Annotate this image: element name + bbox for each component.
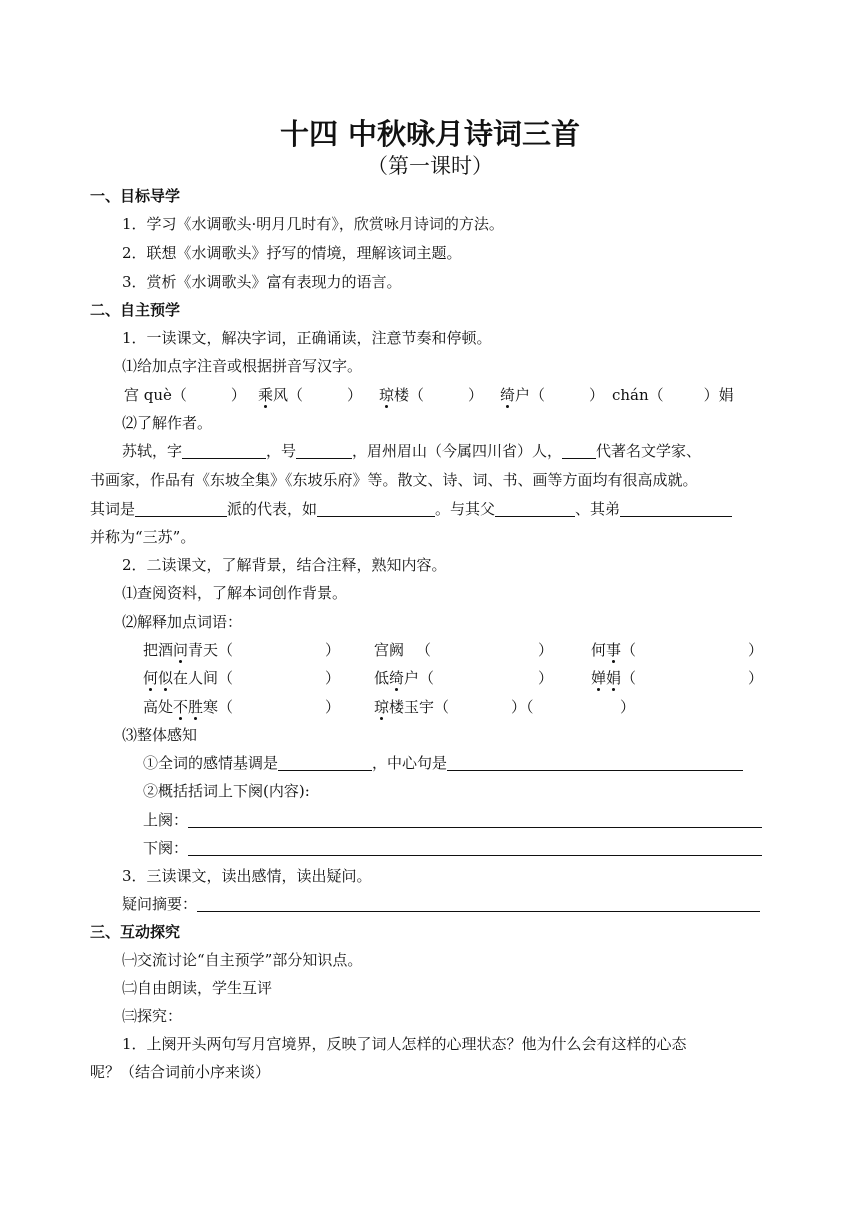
lower-stanza-line: 下阕： — [143, 838, 762, 858]
fill-blank[interactable] — [296, 443, 352, 459]
author-line: 其词是 派的代表，如 。与其父 、其弟 — [90, 499, 732, 519]
fill-blank[interactable] — [188, 812, 762, 828]
page-title: 十四 中秋咏月诗词三首 — [279, 117, 581, 151]
vocab-close-paren: ） — [325, 698, 341, 716]
step-text: 2．二读课文，了解背景，结合注释，熟知内容。 — [122, 556, 447, 574]
upper-stanza-line: 上阕： — [143, 810, 762, 830]
vocab-close-paren: ） — [325, 669, 341, 687]
fill-blank[interactable] — [447, 755, 743, 771]
page-subtitle: （第一课时） — [367, 154, 493, 178]
fill-blank[interactable] — [135, 501, 227, 517]
vocab-item: 何事（ — [591, 641, 637, 659]
vocab-close-paren: ） — [538, 669, 554, 687]
step-text: 1．一读课文，解决字词，正确诵读，注意节奏和停顿。 — [122, 329, 492, 347]
author-line: 书画家，作品有《东坡全集》《东坡乐府》等。散文、诗、词、书、画等方面均有很高成就。 — [90, 471, 698, 489]
section-heading-goals: 一、目标导学 — [90, 187, 181, 205]
explore-item: ㈢探究： — [122, 1007, 183, 1025]
fill-blank[interactable] — [188, 840, 762, 856]
summary-prompt: ②概括括词上下阕(内容): — [143, 782, 310, 800]
vocab-item: 婵娟（ — [591, 669, 637, 687]
fill-blank[interactable] — [182, 443, 266, 459]
pinyin-item: 绮户（ ） — [500, 386, 605, 404]
vocab-item: 琼楼玉宇（ ）（ — [374, 698, 534, 716]
section-heading-explore: 三、互动探究 — [90, 923, 181, 941]
fill-blank[interactable] — [495, 501, 575, 517]
fill-blank[interactable] — [562, 443, 596, 459]
vocab-item: 把酒问青天（ — [143, 641, 234, 659]
vocab-item: 何似在人间（ — [143, 669, 234, 687]
vocab-close-paren: ） — [748, 669, 764, 687]
pinyin-item: 宫 què（ ） — [124, 386, 246, 404]
feeling-line: ①全词的感情基调是 ，中心句是 — [143, 753, 743, 773]
fill-blank[interactable] — [620, 501, 732, 517]
step-text: 3．三读课文，读出感情，读出疑问。 — [122, 867, 372, 885]
goal-item: 1．学习《水调歌头·明月几时有》，欣赏咏月诗词的方法。 — [122, 215, 504, 233]
pinyin-item: chán（ ）娟 — [612, 386, 734, 404]
vocab-close-paren: ） — [620, 698, 636, 716]
goal-item: 3．赏析《水调歌头》富有表现力的语言。 — [122, 273, 402, 291]
vocab-item: 高处不胜寒（ — [143, 698, 234, 716]
pinyin-item: 琼楼（ ） — [379, 386, 484, 404]
author-line: 苏轼，字 ，号 ，眉州眉山（今属四川省）人， 代著名文学家、 — [122, 442, 702, 460]
questions-line: 疑问摘要： — [122, 894, 760, 914]
section-heading-preview: 二、自主预学 — [90, 301, 181, 319]
explore-item: ㈠交流讨论“自主预学”部分知识点。 — [122, 951, 363, 969]
explore-item: ㈡自由朗读，学生互评 — [122, 979, 273, 997]
fill-blank[interactable] — [197, 896, 760, 912]
question-text: 呢？（结合词前小序来谈） — [90, 1063, 271, 1081]
goal-item: 2．联想《水调歌头》抒写的情境，理解该词主题。 — [122, 244, 462, 262]
sub-step-text: ⑵了解作者。 — [122, 414, 213, 432]
vocab-item: 宫阙 （ — [374, 641, 432, 659]
vocab-close-paren: ） — [748, 641, 764, 659]
vocab-close-paren: ） — [325, 641, 341, 659]
sub-step-text: ⑵解释加点词语： — [122, 613, 243, 631]
fill-blank[interactable] — [317, 501, 435, 517]
question-text: 1．上阕开头两句写月宫境界，反映了词人怎样的心理状态？他为什么会有这样的心态 — [122, 1035, 687, 1053]
pinyin-item: 乘风（ ） — [258, 386, 363, 404]
sub-step-text: ⑴给加点字注音或根据拼音写汉字。 — [122, 357, 363, 375]
sub-step-text: ⑶整体感知 — [122, 726, 198, 744]
author-line: 并称为“三苏”。 — [90, 528, 196, 546]
vocab-close-paren: ） — [538, 641, 554, 659]
vocab-item: 低绮户（ — [374, 669, 435, 687]
fill-blank[interactable] — [278, 755, 372, 771]
sub-step-text: ⑴查阅资料，了解本词创作背景。 — [122, 584, 348, 602]
